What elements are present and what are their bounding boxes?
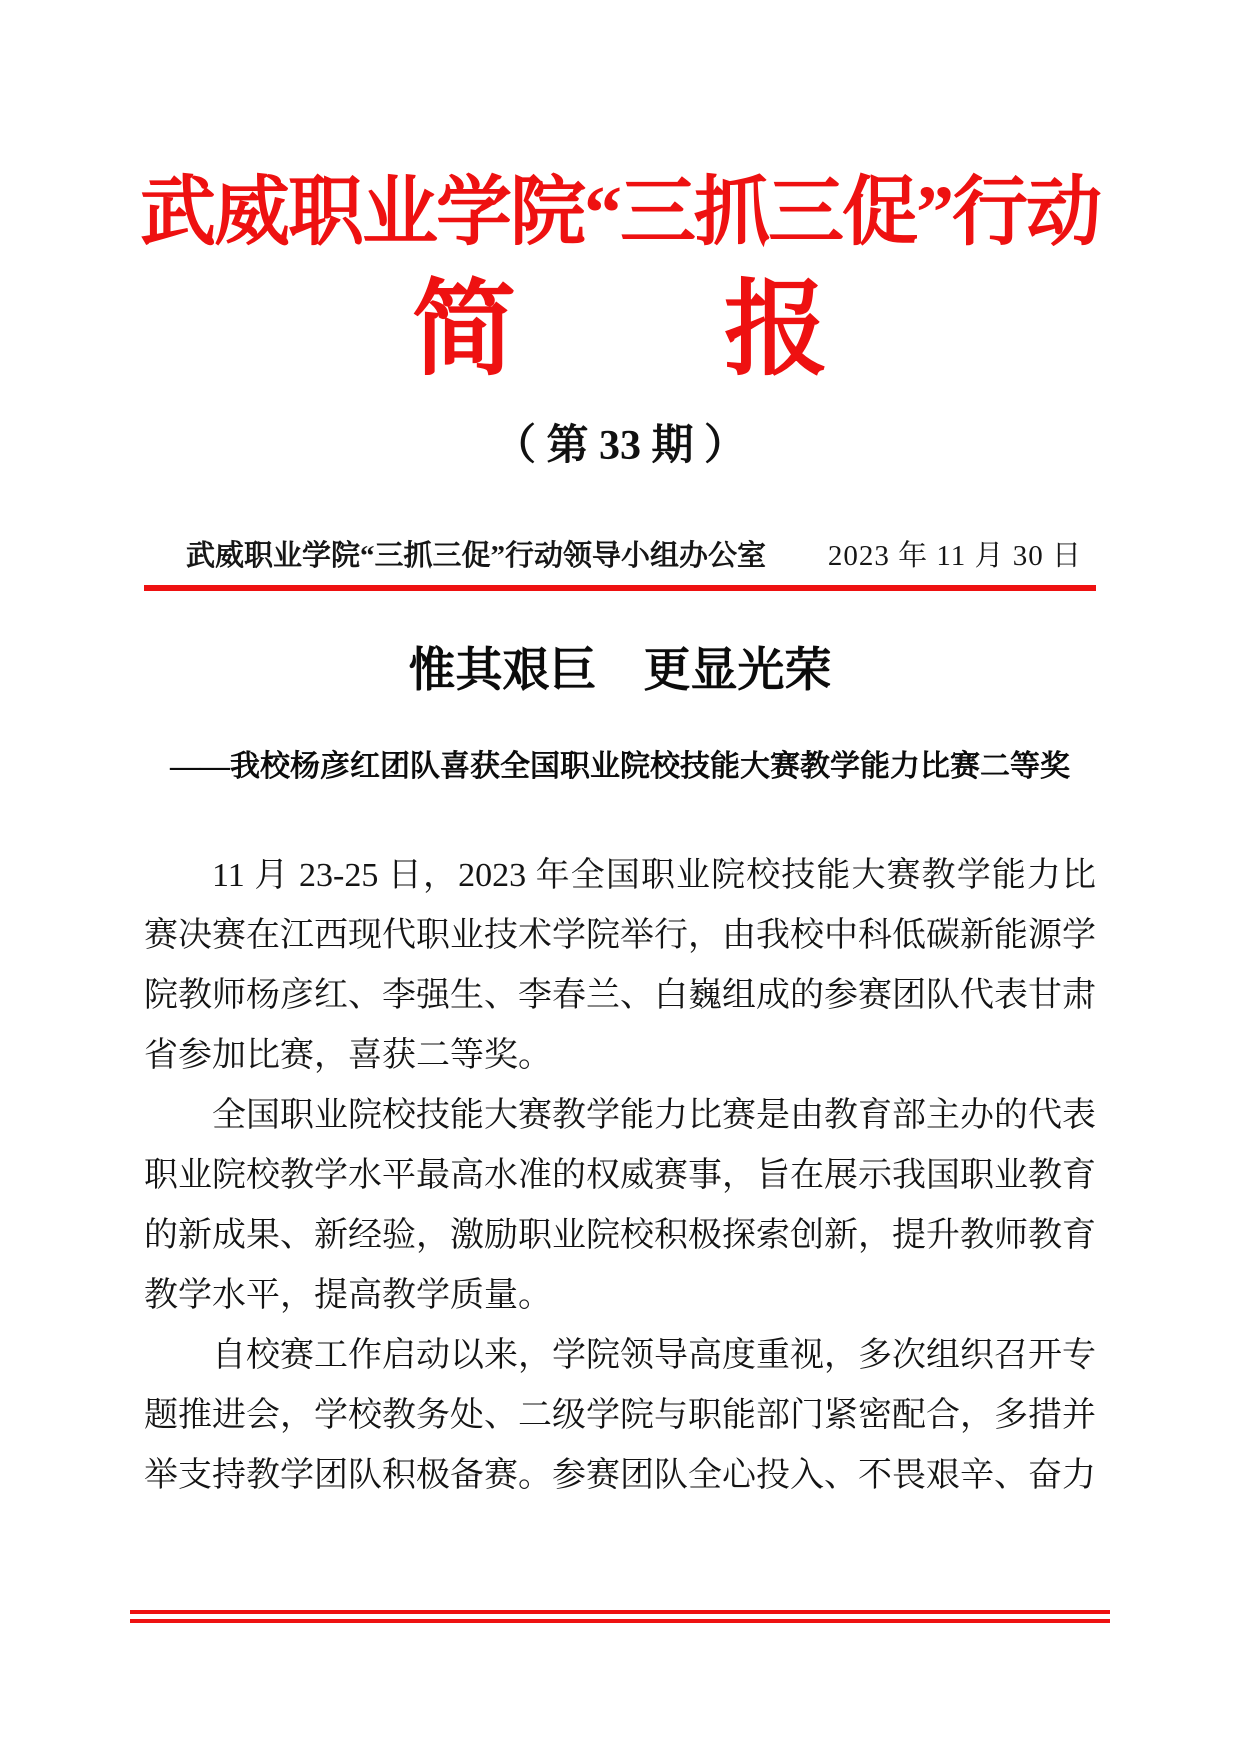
issue-date: 2023 年 11 月 30 日 xyxy=(827,540,1082,573)
meta-row xyxy=(144,537,1096,591)
body-paragraph: 全国职业院校技能大赛教学能力比赛是由教育部主办的代表职业院校教学水平最高水准的权威赛事，旨在展示我国职业教育的新成果、新经验，激励职业院校积极探索创新，提升教师教育教学水平，提高教学质量。 xyxy=(144,1097,1096,1315)
bottom-double-rule xyxy=(130,1610,1110,1623)
article-body xyxy=(144,846,1096,1506)
article-subtitle: ——我校杨彦红团队喜获全国职业院校技能大赛教学能力比赛二等奖 xyxy=(170,750,1070,784)
issuing-office: 武威职业学院“三抓三促”行动领导小组办公室 xyxy=(186,540,767,573)
issue-number: （ 第 33 期 ） xyxy=(493,422,746,469)
bottom-rule-top-line xyxy=(130,1610,1110,1614)
bottom-rule-bottom-line xyxy=(130,1619,1110,1623)
body-paragraph: 11 月 23-25 日，2023 年全国职业院校技能大赛教学能力比赛决赛在江西现代职业技术学院举行，由我校中科低碳新能源学院教师杨彦红、李强生、李春兰、白巍组成的参赛团队代表甘肃省参加比赛，喜获二等奖。 xyxy=(144,857,1096,1075)
body-paragraph: 自校赛工作启动以来，学院领导高度重视，多次组织召开专题推进会，学校教务处、二级学院与职能部门紧密配合，多措并举支持教学团队积极备赛。参赛团队全心投入、不畏艰辛、奋力 xyxy=(144,1337,1096,1495)
masthead-org-action-title: 武威职业学院“三抓三促”行动 xyxy=(140,171,1100,255)
article-title: 惟其艰巨 更显光荣 xyxy=(408,645,832,698)
masthead-bulletin-title: 简 报 xyxy=(411,273,828,389)
